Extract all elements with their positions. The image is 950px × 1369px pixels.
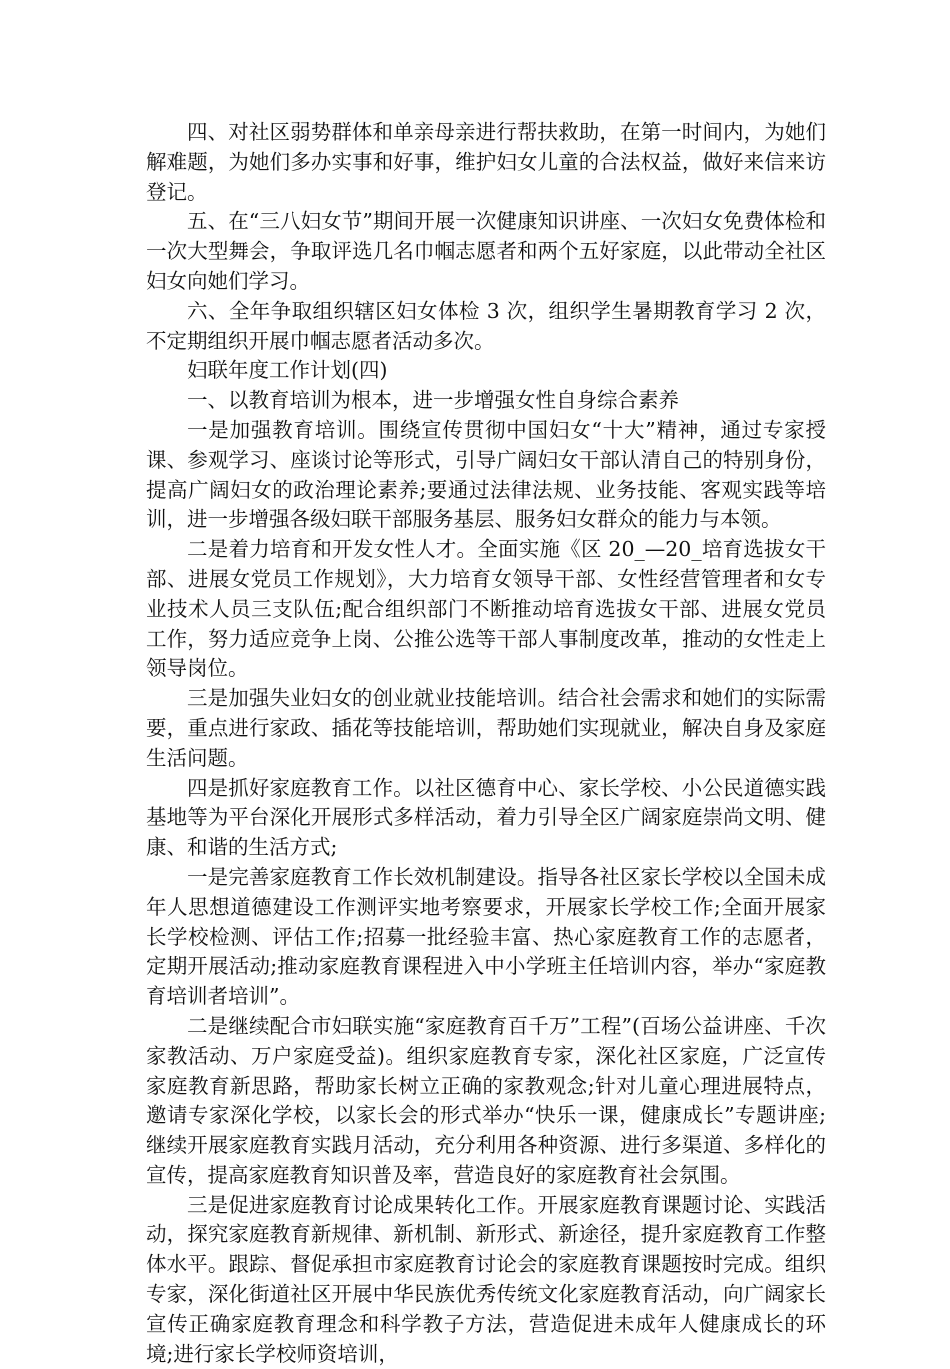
document-body <box>146 118 826 1369</box>
paragraph-project-cooperation: 二是继续配合市妇联实施“家庭教育百千万”工程”(百场公益讲座、千次家教活动、万户家庭受益)。组织家庭教育专家，深化社区家庭，广泛宣传家庭教育新思路，帮助家长树立正确的家教观念;针对儿童心理进展特点，邀请专家深化学校，以家长会的形式举办“快乐一课，健康成长”专题讲座;继续开展家庭教育实践月活动，充分利用各种资源、进行多渠道、多样化的宣传，提高家庭教育知识普及率，营造良好的家庭教育社会氛围。 <box>146 1013 826 1187</box>
paragraph-female-talent: 二是着力培育和开发女性人才。全面实施《区 20_—20_培育选拔女干部、进展女党员工作规划》，大力培育女领导干部、女性经营管理者和女专业技术人员三支队伍;配合组织部门不断推动培育选拔女干部、进展女党员工作，努力适应竞争上岗、公推公选等干部人事制度改革，推动的女性走上领导岗位。 <box>146 537 826 681</box>
paragraph-family-education: 四是抓好家庭教育工作。以社区德育中心、家长学校、小公民道德实践基地等为平台深化开展形式多样活动，着力引导全区广阔家庭崇尚文明、健康、和谐的生活方式; <box>146 775 826 860</box>
section-heading-education: 一、以教育培训为根本，进一步增强女性自身综合素养 <box>187 388 679 413</box>
paragraph-employment-training: 三是加强失业妇女的创业就业技能培训。结合社会需求和她们的实际需要，重点进行家政、插花等技能培训，帮助她们实现就业，解决自身及家庭生活问题。 <box>146 686 826 770</box>
paragraph-5-womens-day: 五、在“三八妇女节”期间开展一次健康知识讲座、一次妇女免费体检和一次大型舞会，争取评选几名巾帼志愿者和两个五好家庭，以此带动全社区妇女向她们学习。 <box>146 209 826 293</box>
paragraph-mechanism: 一是完善家庭教育工作长效机制建设。指导各社区家长学校以全国未成年人思想道德建设工作测评实地考察要求，开展家长学校工作;全面开展家长学校检测、评估工作;招募一批经验丰富、热心家庭教育工作的志愿者，定期开展活动;推动家庭教育课程进入中小学班主任培训内容，举办“家庭教育培训者培训”。 <box>146 864 826 1009</box>
paragraph-research-results: 三是促进家庭教育讨论成果转化工作。开展家庭教育课题讨论、实践活动，探究家庭教育新规律、新机制、新形式、新途径，提升家庭教育工作整体水平。跟踪、督促承担市家庭教育讨论会的家庭教育课题按时完成。组织专家，深化街道社区开展中华民族优秀传统文化家庭教育活动，向广阔家长宣传正确家庭教育理念和科学教子方法，营造促进未成年人健康成长的环境;进行家长学校师资培训， <box>146 1192 826 1366</box>
paragraph-6-annual-goals: 六、全年争取组织辖区妇女体检 3 次，组织学生暑期教育学习 2 次，不定期组织开展巾帼志愿者活动多次。 <box>146 298 826 353</box>
section-title-plan-4: 妇联年度工作计划(四) <box>187 358 388 383</box>
paragraph-strengthen-training: 一是加强教育培训。围绕宣传贯彻中国妇女“十大”精神，通过专家授课、参观学习、座谈讨论等形式，引导广阔妇女干部认清自己的特别身份，提高广阔妇女的政治理论素养;要通过法律法规、业务技能、客观实践等培训，进一步增强各级妇联干部服务基层、服务妇女群众的能力与本领。 <box>146 417 826 532</box>
paragraph-4-assistance: 四、对社区弱势群体和单亲母亲进行帮扶救助，在第一时间内，为她们解难题，为她们多办实事和好事，维护妇女儿童的合法权益，做好来信来访登记。 <box>146 120 826 204</box>
